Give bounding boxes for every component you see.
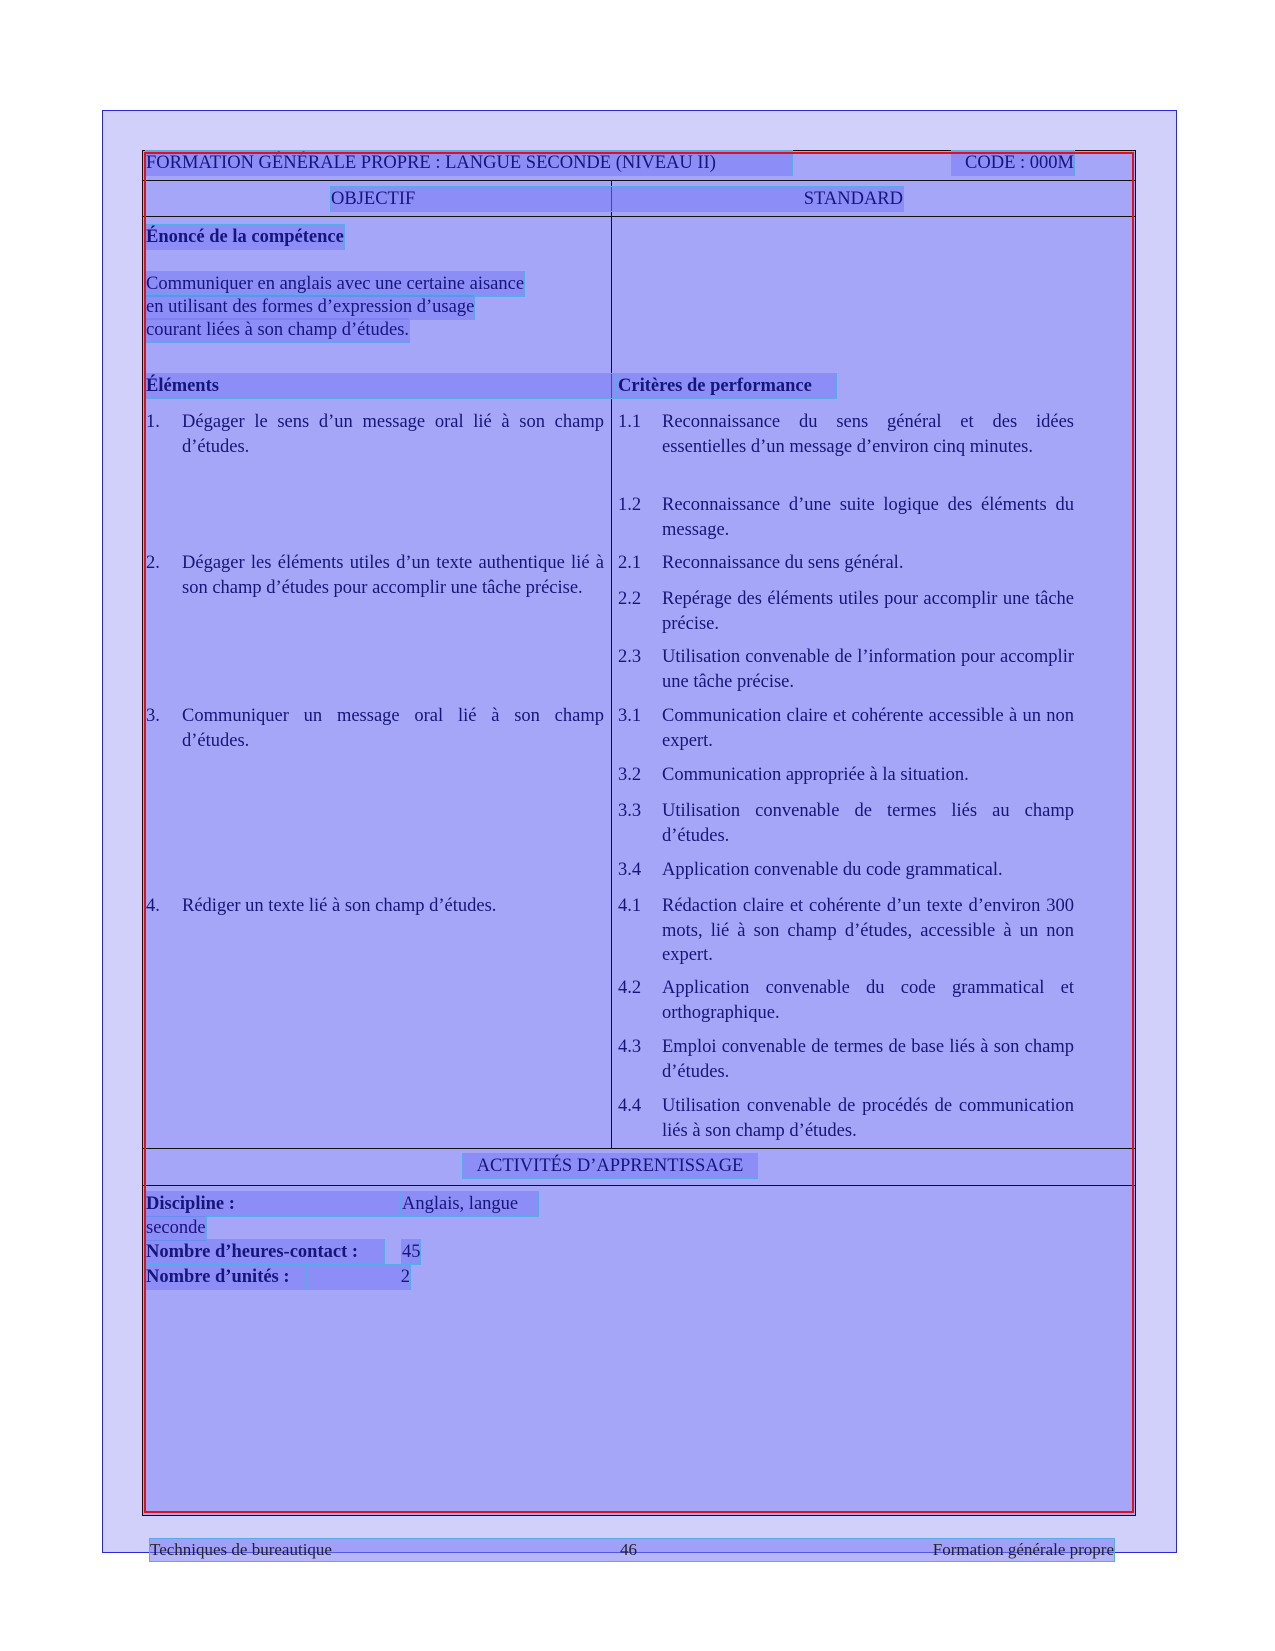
criterion-text: Reconnaissance du sens général et des idées essentielles d’un message d’environ cinq minutes. — [662, 412, 1074, 457]
row-divider — [143, 216, 1135, 217]
col-heading-objective: OBJECTIF — [331, 187, 903, 211]
criterion-number: 2.3 — [618, 647, 642, 667]
units-value: 2 — [308, 1265, 410, 1289]
criterion-number: 1.1 — [618, 412, 642, 432]
criterion-number: 4.2 — [618, 978, 642, 998]
criterion-text: Reconnaissance d’une suite logique des éléments du message. — [662, 495, 1074, 540]
competency-table — [142, 150, 1136, 1516]
activities-heading: ACTIVITÉS D’APPRENTISSAGE — [463, 1154, 757, 1178]
criterion-text: Reconnaissance du sens général. — [662, 553, 904, 573]
criterion-number: 1.2 — [618, 495, 642, 515]
course-code: CODE : 000M — [952, 151, 1074, 175]
criterion-number: 3.3 — [618, 801, 642, 821]
row-divider — [143, 1185, 1135, 1186]
criterion-number: 3.4 — [618, 860, 642, 880]
hours-label: Nombre d’heures-contact : — [146, 1240, 384, 1264]
criterion-text: Utilisation convenable de procédés de communication liés à son champ d’études. — [662, 1096, 1074, 1141]
footer-left: Techniques de bureautique — [150, 1540, 332, 1559]
element-number: 4. — [146, 896, 160, 916]
criterion-text: Application convenable du code grammatical. — [662, 860, 1003, 880]
criterion-text: Repérage des éléments utiles pour accomplir une tâche précise. — [662, 589, 1074, 634]
element-number: 2. — [146, 553, 160, 573]
element-text: Dégager les éléments utiles d’un texte authentique lié à son champ d’études pour accomplir une tâche précise. — [182, 553, 604, 598]
element-text: Communiquer un message oral lié à son champ d’études. — [182, 706, 604, 751]
criterion-number: 4.4 — [618, 1096, 642, 1116]
competence-heading: Énoncé de la compétence — [146, 227, 344, 247]
discipline-value: Anglais, langue — [402, 1192, 538, 1216]
element-number: 1. — [146, 412, 160, 432]
criterion-number: 4.3 — [618, 1037, 642, 1057]
criterion-number: 2.1 — [618, 553, 642, 573]
row-divider — [143, 180, 1135, 181]
element-text: Dégager le sens d’un message oral lié à son champ d’études. — [182, 412, 604, 457]
criterion-text: Communication appropriée à la situation. — [662, 765, 969, 785]
criteria-heading: Critères de performance — [618, 374, 836, 398]
col-heading-standard: STANDARD — [803, 189, 903, 209]
criterion-number: 2.2 — [618, 589, 642, 609]
criterion-text: Utilisation convenable de termes liés au champ d’études. — [662, 801, 1074, 846]
table-title: FORMATION GÉNÉRALE PROPRE : LANGUE SECONDE (NIVEAU II) — [146, 151, 792, 175]
criterion-text: Emploi convenable de termes de base liés à son champ d’études. — [662, 1037, 1074, 1082]
footer-right: Formation générale propre — [932, 1540, 1114, 1559]
discipline-label: Discipline : — [146, 1192, 400, 1216]
criterion-number: 4.1 — [618, 896, 642, 916]
criterion-text: Rédaction claire et cohérente d’un texte d’environ 300 mots, lié à son champ d’études, accessible à un non expert. — [662, 896, 1074, 965]
units-label: Nombre d’unités : — [146, 1265, 306, 1289]
footer-page-number: 46 — [620, 1540, 637, 1559]
criterion-number: 3.2 — [618, 765, 642, 785]
competence-line: courant liées à son champ d’études. — [146, 320, 410, 340]
criterion-text: Utilisation convenable de l’information pour accomplir une tâche précise. — [662, 647, 1074, 692]
discipline-value-continued: seconde — [146, 1218, 206, 1238]
element-text: Rédiger un texte lié à son champ d’études. — [182, 896, 497, 916]
hours-value: 45 — [402, 1242, 421, 1262]
row-divider — [143, 1148, 1135, 1149]
elements-heading: Éléments — [146, 374, 616, 398]
criterion-text: Application convenable du code grammatical et orthographique. — [662, 978, 1074, 1023]
criterion-text: Communication claire et cohérente accessible à un non expert. — [662, 706, 1074, 751]
criterion-number: 3.1 — [618, 706, 642, 726]
competence-line: en utilisant des formes d’expression d’usage — [146, 297, 475, 317]
competence-line: Communiquer en anglais avec une certaine aisance — [146, 274, 525, 294]
column-divider — [611, 180, 612, 1148]
element-number: 3. — [146, 706, 160, 726]
